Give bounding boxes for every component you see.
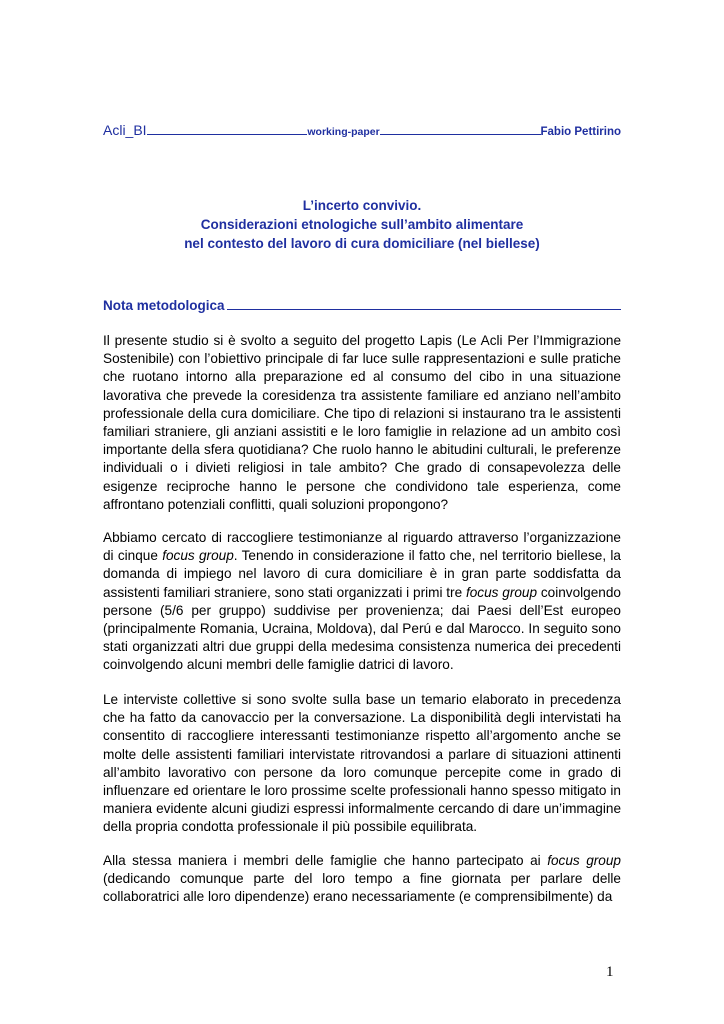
- page-number: 1: [606, 964, 614, 980]
- header-rule-left: [147, 133, 308, 135]
- paragraph-1: Il presente studio si è svolto a seguito del progetto Lapis (Le Acli Per l’Immigrazione Sostenibile) con l’obiettivo principale di far luce sulle rappresentazioni e sulle pratiche che ruotano intorno alla preparazione ed al consumo del cibo in una situazione lavorativa che prevede la coresidenza tra assistente familiare ed anziano nell’ambito professionale della cura domiciliare. Che tipo di relazioni si instaurano tra le assistenti familiari straniere, gli anziani assistiti e le loro famiglie in relazione ad un ambito così importante della sfera quotidiana? Che ruolo hanno le abitudini culturali, le preferenze individuali o i divieti religiosi in tale ambito? Che grado di consapevolezza delle esigenze reciproche hanno le persone che condividono tale esperienza, come affrontano potenziali conflitti, quali soluzioni propongono?: [103, 333, 621, 512]
- paragraph-4-text-a: Alla stessa maniera i membri delle famiglie che hanno partecipato ai: [103, 853, 548, 868]
- paragraph-2: [103, 529, 621, 675]
- title-line-3: nel contesto del lavoro di cura domiciliare (nel biellese): [184, 236, 540, 251]
- document-title: [103, 196, 621, 253]
- paragraph-2-text-a: Abbiamo cercato di raccogliere testimonianze al riguardo attraverso l’organizzazione di cinque: [103, 530, 621, 564]
- title-line-1: L’incerto convivio.: [302, 198, 422, 213]
- section-heading-rule: [227, 308, 621, 310]
- paragraph-2-text-b: . Tenendo in considerazione il fatto che, nel territorio biellese, la domanda di impiego nel lavoro di cura domiciliare è in gran parte soddisfatta da assistenti familiari straniere, sono stati organizzati i primi tre: [103, 548, 621, 600]
- header-left-label: Acli_BI: [103, 122, 147, 138]
- paragraph-4: [103, 852, 621, 907]
- title-line-2: Considerazioni etnologiche sull’ambito alimentare: [200, 217, 524, 232]
- header-rule-right: [380, 133, 541, 135]
- paragraph-4-italic-1: focus group: [547, 853, 621, 868]
- section-heading-label: Nota metodologica: [103, 298, 225, 313]
- paragraph-2-italic-1: focus group: [162, 548, 234, 564]
- running-header: [103, 122, 621, 138]
- paragraph-3: Le interviste collettive si sono svolte sulla base un temario elaborato in precedenza che ha fatto da canovaccio per la conversazione. La disponibilità degli intervistati ha consentito di raccogliere interessanti testimonianze rispetto all’argomento anche se molte delle assistenti familiari intervistate ritrovandosi a parlare di situazioni attinenti all’ambito lavorativo con persone da loro comunque percepite come in grado di influenzare ed orientare le loro prossime scelte professionali hanno spesso mitigato in maniera evidente alcuni giudizi espressi informalmente cercando di dare un’immagine della propria condotta professionale il più possibile equilibrata.: [103, 692, 621, 835]
- paragraph-4-text-b: (dedicando comunque parte del loro tempo a fine giornata per parlare delle collaboratrici alle loro dipendenze) erano necessariamente (e comprensibilmente) da: [103, 871, 621, 905]
- header-middle-label: working-paper: [307, 126, 380, 138]
- paragraph-2-italic-2: focus group: [465, 584, 538, 600]
- header-author: Fabio Pettirino: [540, 126, 621, 138]
- section-heading: [103, 298, 621, 313]
- paragraph-2-text-c: coinvolgendo persone (5/6 per gruppo) suddivise per provenienza; dai Paesi dell’Est europeo (principalmente Romania, Ucraina, Moldova), dal Perú e dal Marocco. In seguito sono stati organizzati altri due gruppi della medesima consistenza numerica dei precedenti coinvolgendo alcuni membri delle famiglie datrici di lavoro.: [103, 584, 621, 673]
